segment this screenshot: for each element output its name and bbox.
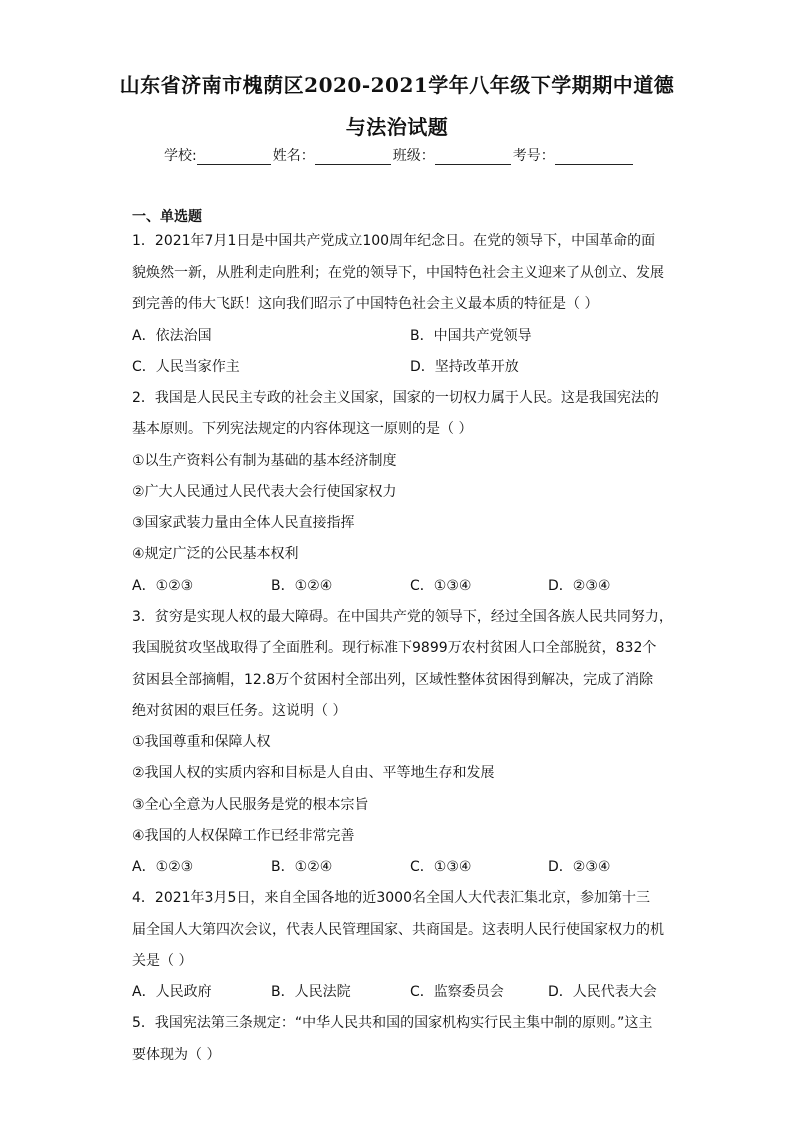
q3-option-d: D．②③④	[548, 859, 611, 875]
q1-line-3: 到完善的伟大飞跃！这向我们昭示了中国特色社会主义最本质的特征是（ ）	[132, 296, 599, 312]
name-label: 姓名：	[272, 148, 315, 164]
exam-number-blank	[555, 150, 633, 165]
exam-number-label: 考号：	[512, 148, 555, 164]
q3-option-a: A．①②③	[132, 859, 194, 875]
q2-line-1: 2．我国是人民民主专政的社会主义国家，国家的一切权力属于人民。这是我国宪法的	[132, 390, 659, 406]
q2-option-b: B．①②④	[271, 578, 333, 594]
q3-statement-4: ④我国的人权保障工作已经非常完善	[132, 828, 355, 844]
q1-option-c: C．人民当家作主	[132, 359, 240, 375]
class-blank	[435, 150, 511, 165]
school-blank	[197, 150, 271, 165]
document-title-line-2: 与法治试题	[345, 115, 449, 139]
q3-option-b: B．①②④	[271, 859, 333, 875]
q2-option-d: D．②③④	[548, 578, 611, 594]
q2-option-c: C．①③④	[410, 578, 472, 594]
class-label: 班级：	[392, 148, 435, 164]
q4-option-a: A．人民政府	[132, 984, 212, 1000]
q4-option-c: C．监察委员会	[410, 984, 504, 1000]
q1-option-a: A．依法治国	[132, 328, 212, 344]
q1-option-b: B．中国共产党领导	[410, 328, 532, 344]
q2-statement-3: ③国家武装力量由全体人民直接指挥	[132, 515, 355, 531]
q3-line-2: 我国脱贫攻坚战取得了全面胜利。现行标准下9899万农村贫困人口全部脱贫，832个	[132, 640, 657, 656]
q4-line-3: 关是（ ）	[132, 953, 193, 969]
q2-statement-2: ②广大人民通过人民代表大会行使国家权力	[132, 484, 397, 500]
q1-line-2: 貌焕然一新，从胜利走向胜利；在党的领导下，中国特色社会主义迎来了从创立、发展	[132, 265, 664, 281]
q1-option-d: D．坚持改革开放	[410, 359, 519, 375]
q4-line-2: 届全国人大第四次会议，代表人民管理国家、共商国是。这表明人民行使国家权力的机	[132, 922, 664, 938]
q2-option-a: A．①②③	[132, 578, 194, 594]
q2-statement-1: ①以生产资料公有制为基础的基本经济制度	[132, 453, 397, 469]
q1-line-1: 1．2021年7月1日是中国共产党成立100周年纪念日。在党的领导下，中国革命的面	[132, 233, 656, 249]
q5-line-1: 5．我国宪法第三条规定：“中华人民共和国的国家机构实行民主集中制的原则。”这主	[132, 1015, 653, 1031]
school-label: 学校:	[164, 148, 197, 164]
name-blank	[315, 150, 391, 165]
q3-statement-3: ③全心全意为人民服务是党的根本宗旨	[132, 797, 369, 813]
q3-line-4: 绝对贫困的艰巨任务。这说明（ ）	[132, 703, 347, 719]
q3-statement-1: ①我国尊重和保障人权	[132, 734, 271, 750]
q4-line-1: 4．2021年3月5日，来自全国各地的近3000名全国人大代表汇集北京，参加第十三	[132, 890, 650, 906]
q3-line-3: 贫困县全部摘帽，12.8万个贫困村全部出列，区域性整体贫困得到解决，完成了消除	[132, 672, 654, 688]
q5-line-2: 要体现为（ ）	[132, 1047, 221, 1063]
student-info-row	[164, 145, 644, 165]
q2-line-2: 基本原则。下列宪法规定的内容体现这一原则的是（ ）	[132, 421, 473, 437]
q3-line-1: 3．贫穷是实现人权的最大障碍。在中国共产党的领导下，经过全国各族人民共同努力，	[132, 609, 673, 625]
q3-option-c: C．①③④	[410, 859, 472, 875]
q4-option-d: D．人民代表大会	[548, 984, 657, 1000]
document-title-line-1: 山东省济南市槐荫区2020-2021学年八年级下学期期中道德	[119, 73, 675, 97]
section-heading: 一、单选题	[132, 209, 202, 225]
q4-option-b: B．人民法院	[271, 984, 351, 1000]
q2-statement-4: ④规定广泛的公民基本权利	[132, 546, 299, 562]
q3-statement-2: ②我国人权的实质内容和目标是人自由、平等地生存和发展	[132, 765, 495, 781]
